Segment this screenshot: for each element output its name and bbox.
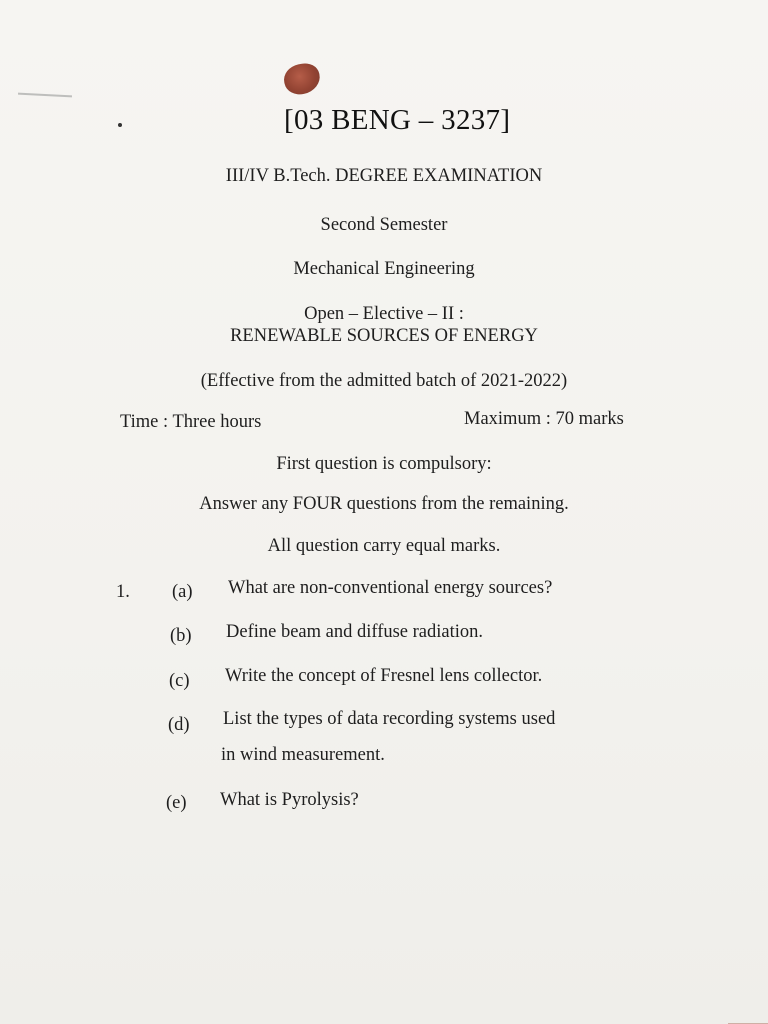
part-text: List the types of data recording systems used bbox=[223, 709, 556, 729]
elective-line: Open – Elective – II : bbox=[304, 304, 464, 324]
part-text: Write the concept of Fresnel lens collector. bbox=[225, 666, 543, 686]
exam-title: III/IV B.Tech. DEGREE EXAMINATION bbox=[225, 166, 543, 186]
part-text: Define beam and diffuse radiation. bbox=[226, 622, 484, 642]
ink-stain-mark bbox=[281, 61, 322, 98]
part-label: (c) bbox=[169, 671, 190, 691]
instruction-answer-four: Answer any FOUR questions from the remaining. bbox=[199, 494, 569, 514]
paper-scratch-mark bbox=[18, 93, 72, 98]
instruction-compulsory: First question is compulsory: bbox=[276, 454, 492, 474]
subject-title: RENEWABLE SOURCES OF ENERGY bbox=[230, 326, 538, 346]
part-text: What are non-conventional energy sources? bbox=[228, 578, 553, 598]
part-text-continuation: in wind measurement. bbox=[221, 745, 385, 765]
part-label: (e) bbox=[166, 793, 187, 813]
branch-line: Mechanical Engineering bbox=[293, 259, 475, 279]
instruction-equal-marks: All question carry equal marks. bbox=[267, 536, 501, 556]
semester-line: Second Semester bbox=[320, 215, 448, 235]
max-marks-line: Maximum : 70 marks bbox=[464, 409, 624, 429]
part-text: What is Pyrolysis? bbox=[220, 790, 359, 810]
paper-code: [03 BENG – 3237] bbox=[284, 104, 511, 136]
question-number: 1. bbox=[116, 582, 130, 602]
page-edge-mark bbox=[728, 1011, 768, 1024]
time-line: Time : Three hours bbox=[120, 412, 262, 432]
part-label: (d) bbox=[168, 715, 190, 735]
part-label: (b) bbox=[170, 626, 192, 646]
batch-line: (Effective from the admitted batch of 2021-2022) bbox=[200, 371, 568, 391]
part-label: (a) bbox=[172, 582, 193, 602]
paper-dot-mark bbox=[118, 123, 122, 127]
